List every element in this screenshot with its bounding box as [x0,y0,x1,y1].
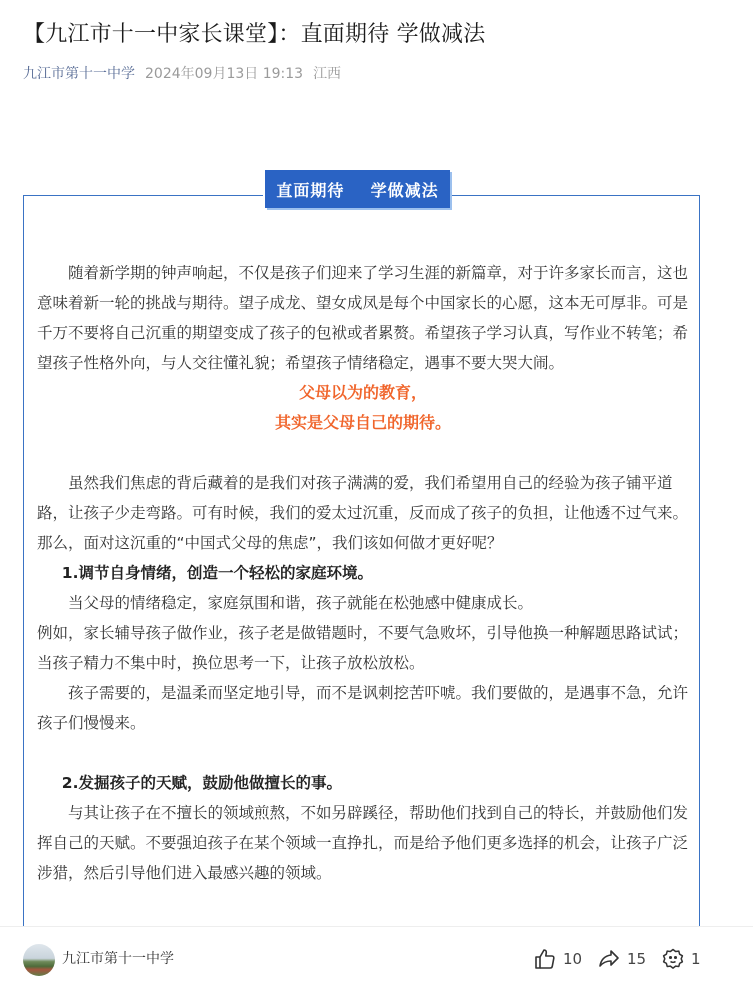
bottom-toolbar [0,926,753,987]
banner-left-text: 直面期待 [276,180,345,200]
publish-location: 江西 [313,66,342,82]
share-count: 15 [627,950,647,968]
wow-count: 1 [691,950,701,968]
paragraph: 当父母的情绪稳定，家庭氛围和谐，孩子就能在松弛感中健康成长。 [68,594,534,612]
spacer [37,738,689,768]
section-banner-label [265,170,450,208]
wow-button[interactable] [661,947,701,971]
wow-icon [661,947,685,971]
like-count: 10 [563,950,583,968]
content-fade [24,905,699,927]
paragraph: 虽然我们焦虑的背后藏着的是我们对孩子满满的爱，我们希望用自己的经验为孩子铺平道路，让孩子少走弯路。可有时候，我们的爱太过沉重，反而成了孩子的负担，让他透不过气来。 [37,474,689,522]
section-banner [263,168,452,210]
banner-right-text: 学做减法 [370,180,439,200]
article-body [37,258,689,926]
thumbs-up-icon [533,947,557,971]
article-title: 【九江市十一中家长课堂】：直面期待 学做减法 [23,22,486,47]
author-link[interactable]: 九江市第十一中学 [23,66,135,82]
paragraph: 例如，家长辅导孩子做作业，孩子老是做错题时，不要气急败坏，引导他换一种解题思路试试；当孩子精力不集中时，换位思考一下，让孩子放松放松。 [37,624,689,672]
account-name[interactable]: 九江市第十一中学 [62,951,174,967]
paragraph: 孩子需要的，是温柔而坚定地引导，而不是讽刺挖苦吓唬。我们要做的，是遇事不急，允许孩子们慢慢来。 [37,684,689,732]
like-button[interactable] [533,947,582,971]
section-heading: 1.调节自身情绪，创造一个轻松的家庭环境。 [61,564,373,582]
section-heading: 2.发掘孩子的天赋，鼓励他做擅长的事。 [61,774,342,792]
spacer [37,438,689,468]
paragraph: 与其让孩子在不擅长的领域煎熬，不如另辟蹊径，帮助他们找到自己的特长，并鼓励他们发挥自己的天赋。不要强迫孩子在某个领域一直挣扎，而是给予他们更多选择的机会，让孩子广泛涉猎，然后引导他们进入最感兴趣的领域。 [37,804,689,882]
account-avatar[interactable] [23,944,55,976]
highlight-line: 其实是父母自己的期待。 [274,413,451,432]
share-button[interactable] [597,947,646,971]
article-meta [23,64,341,84]
paragraph: 那么，面对这沉重的“中国式父母的焦虑”，我们该如何做才更好呢？ [37,534,503,552]
publish-datetime: 2024年09月13日 19:13 [145,66,304,82]
paragraph: 随着新学期的钟声响起，不仅是孩子们迎来了学习生涯的新篇章，对于许多家长而言，这也意味着新一轮的挑战与期待。望子成龙、望女成凤是每个中国家长的心愿，这本无可厚非。可是千万不要将自己沉重的期望变成了孩子的包袱或者累赘。希望孩子学习认真，写作业不转笔；希望孩子性格外向，与人交往懂礼貌；希望孩子情绪稳定，遇事不要大哭大闹。 [37,264,689,372]
share-arrow-icon [597,947,621,971]
highlight-line: 父母以为的教育， [298,383,427,402]
